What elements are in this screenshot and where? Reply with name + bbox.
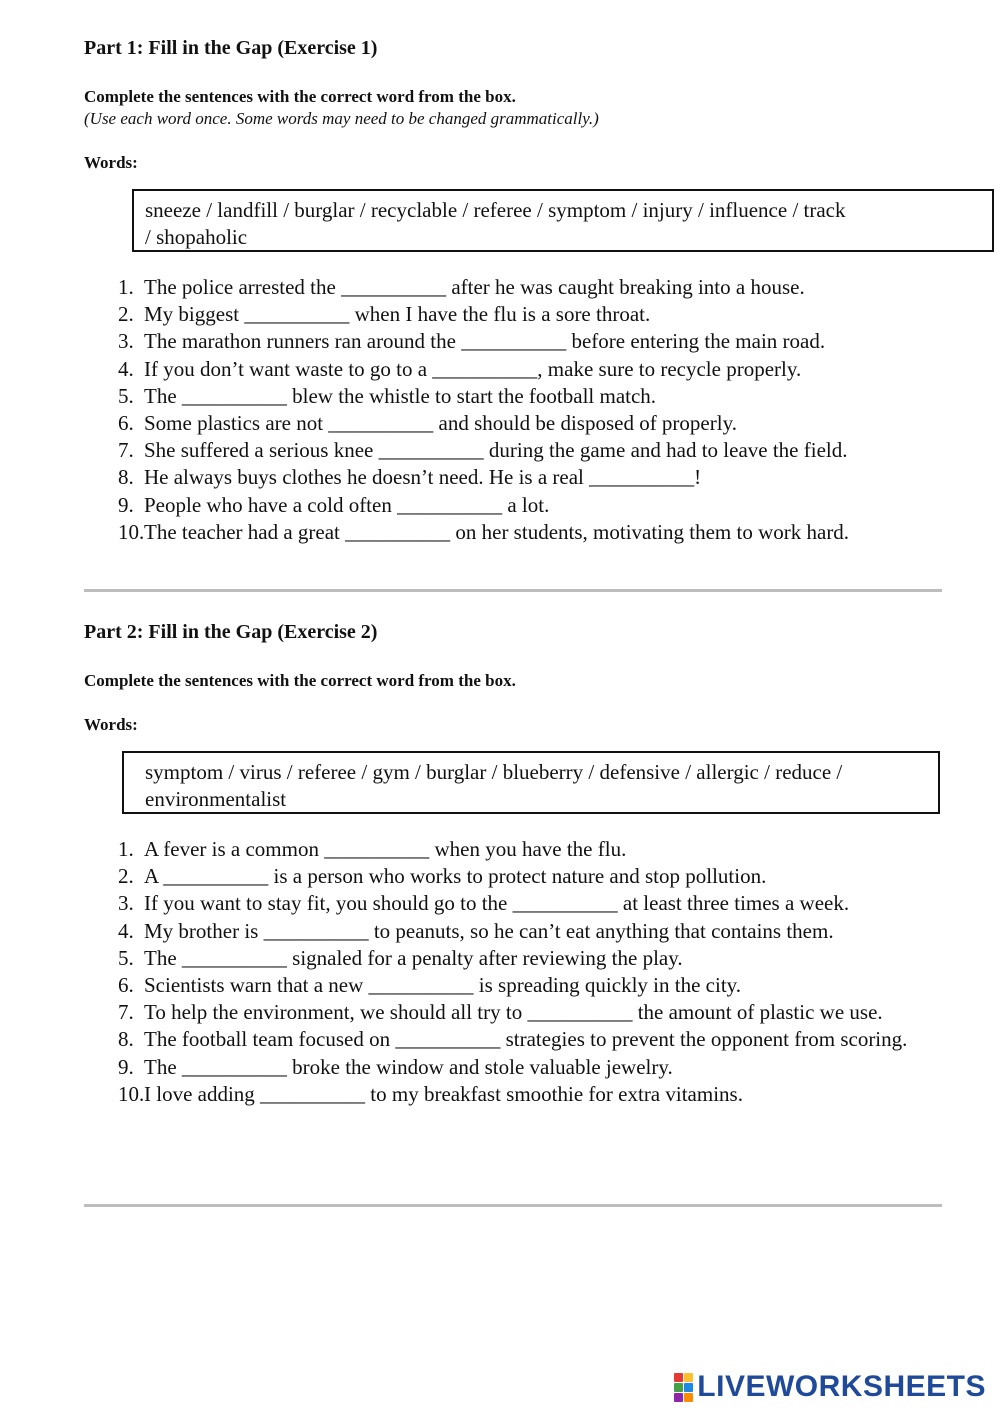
question-number: 3. [118,891,134,916]
question-text: I love adding __________ to my breakfast smoothie for extra vitamins. [144,1081,743,1106]
question-number: 7. [118,1000,134,1025]
question-item [84,437,942,464]
question-number: 5. [118,383,134,408]
part1-instruction: Complete the sentences with the correct word from the box. [84,87,516,106]
question-number: 2. [118,302,134,327]
question-number: 7. [118,438,134,463]
question-text: Scientists warn that a new __________ is spreading quickly in the city. [144,973,742,998]
part2-word-box [122,751,940,814]
part1-word-box [132,189,994,252]
question-number: 6. [118,411,134,436]
question-item [84,890,942,917]
question-number: 9. [118,492,134,517]
part2-section [84,621,942,1108]
liveworksheets-logo [674,1370,986,1404]
question-number: 5. [118,945,134,970]
question-number: 6. [118,973,134,998]
question-text: A __________ is a person who works to protect nature and stop pollution. [144,864,767,889]
question-item [84,999,942,1026]
question-item [84,492,942,519]
question-text: The football team focused on __________ strategies to prevent the opponent from scoring. [144,1027,908,1052]
question-item [84,328,942,355]
question-item [84,945,942,972]
word-box-line: sneeze / landfill / burglar / recyclable / referee / symptom / injury / influence / track [145,198,846,222]
part1-section [84,37,942,546]
question-text: My biggest __________ when I have the flu is a sore throat. [144,302,651,327]
question-item [84,836,942,863]
question-text: The marathon runners ran around the __________ before entering the main road. [144,329,826,354]
question-number: 10. [118,519,145,544]
question-item [84,410,942,437]
question-number: 9. [118,1054,134,1079]
word-box-line: symptom / virus / referee / gym / burglar / blueberry / defensive / allergic / reduce / [145,760,843,784]
question-number: 3. [118,329,134,354]
part1-title: Part 1: Fill in the Gap (Exercise 1) [84,37,378,59]
question-text: If you don’t want waste to go to a __________, make sure to recycle properly. [144,356,802,381]
part2-title: Part 2: Fill in the Gap (Exercise 2) [84,621,378,643]
part1-words-label: Words: [84,153,138,172]
liveworksheets-logo-icon [674,1373,693,1402]
question-item [84,274,942,301]
liveworksheets-brand-text: LIVEWORKSHEETS [697,1370,986,1403]
question-number: 10. [118,1081,145,1106]
question-item [84,383,942,410]
question-item [84,1026,942,1053]
question-number: 1. [118,275,134,299]
question-text: The police arrested the __________ after he was caught breaking into a house. [144,275,805,299]
section-divider [84,1204,942,1207]
question-text: A fever is a common __________ when you have the flu. [144,837,627,861]
part1-note: (Use each word once. Some words may need to be changed grammatically.) [84,109,599,128]
question-number: 8. [118,1027,134,1052]
question-text: She suffered a serious knee __________ during the game and had to leave the field. [144,438,848,463]
word-box-line: environmentalist [145,787,287,811]
question-number: 4. [118,918,134,943]
question-item [84,863,942,890]
part1-question-list [84,274,942,546]
question-item [84,918,942,945]
question-item [84,1054,942,1081]
question-text: If you want to stay fit, you should go to the __________ at least three times a week. [144,891,850,916]
question-text: People who have a cold often __________ a lot. [144,492,550,517]
question-item [84,356,942,383]
question-text: Some plastics are not __________ and should be disposed of properly. [144,411,737,436]
question-text: The __________ blew the whistle to start the football match. [144,383,657,408]
question-text: To help the environment, we should all try to __________ the amount of plastic we use. [144,1000,883,1025]
question-item [84,1081,942,1108]
question-number: 8. [118,465,134,490]
question-item [84,972,942,999]
question-number: 1. [118,837,134,861]
question-item [84,519,942,546]
question-text: The teacher had a great __________ on her students, motivating them to work hard. [144,519,850,544]
question-number: 2. [118,864,134,889]
question-item [84,464,942,491]
question-text: The __________ signaled for a penalty after reviewing the play. [144,945,683,970]
question-item [84,301,942,328]
section-divider [84,589,942,592]
part2-words-label: Words: [84,715,138,734]
word-box-line: / shopaholic [145,225,248,249]
part2-question-list [84,836,942,1108]
question-number: 4. [118,356,134,381]
question-text: The __________ broke the window and stole valuable jewelry. [144,1054,673,1079]
question-text: He always buys clothes he doesn’t need. He is a real __________! [144,465,702,490]
question-text: My brother is __________ to peanuts, so he can’t eat anything that contains them. [144,918,834,943]
part2-instruction: Complete the sentences with the correct word from the box. [84,671,516,690]
